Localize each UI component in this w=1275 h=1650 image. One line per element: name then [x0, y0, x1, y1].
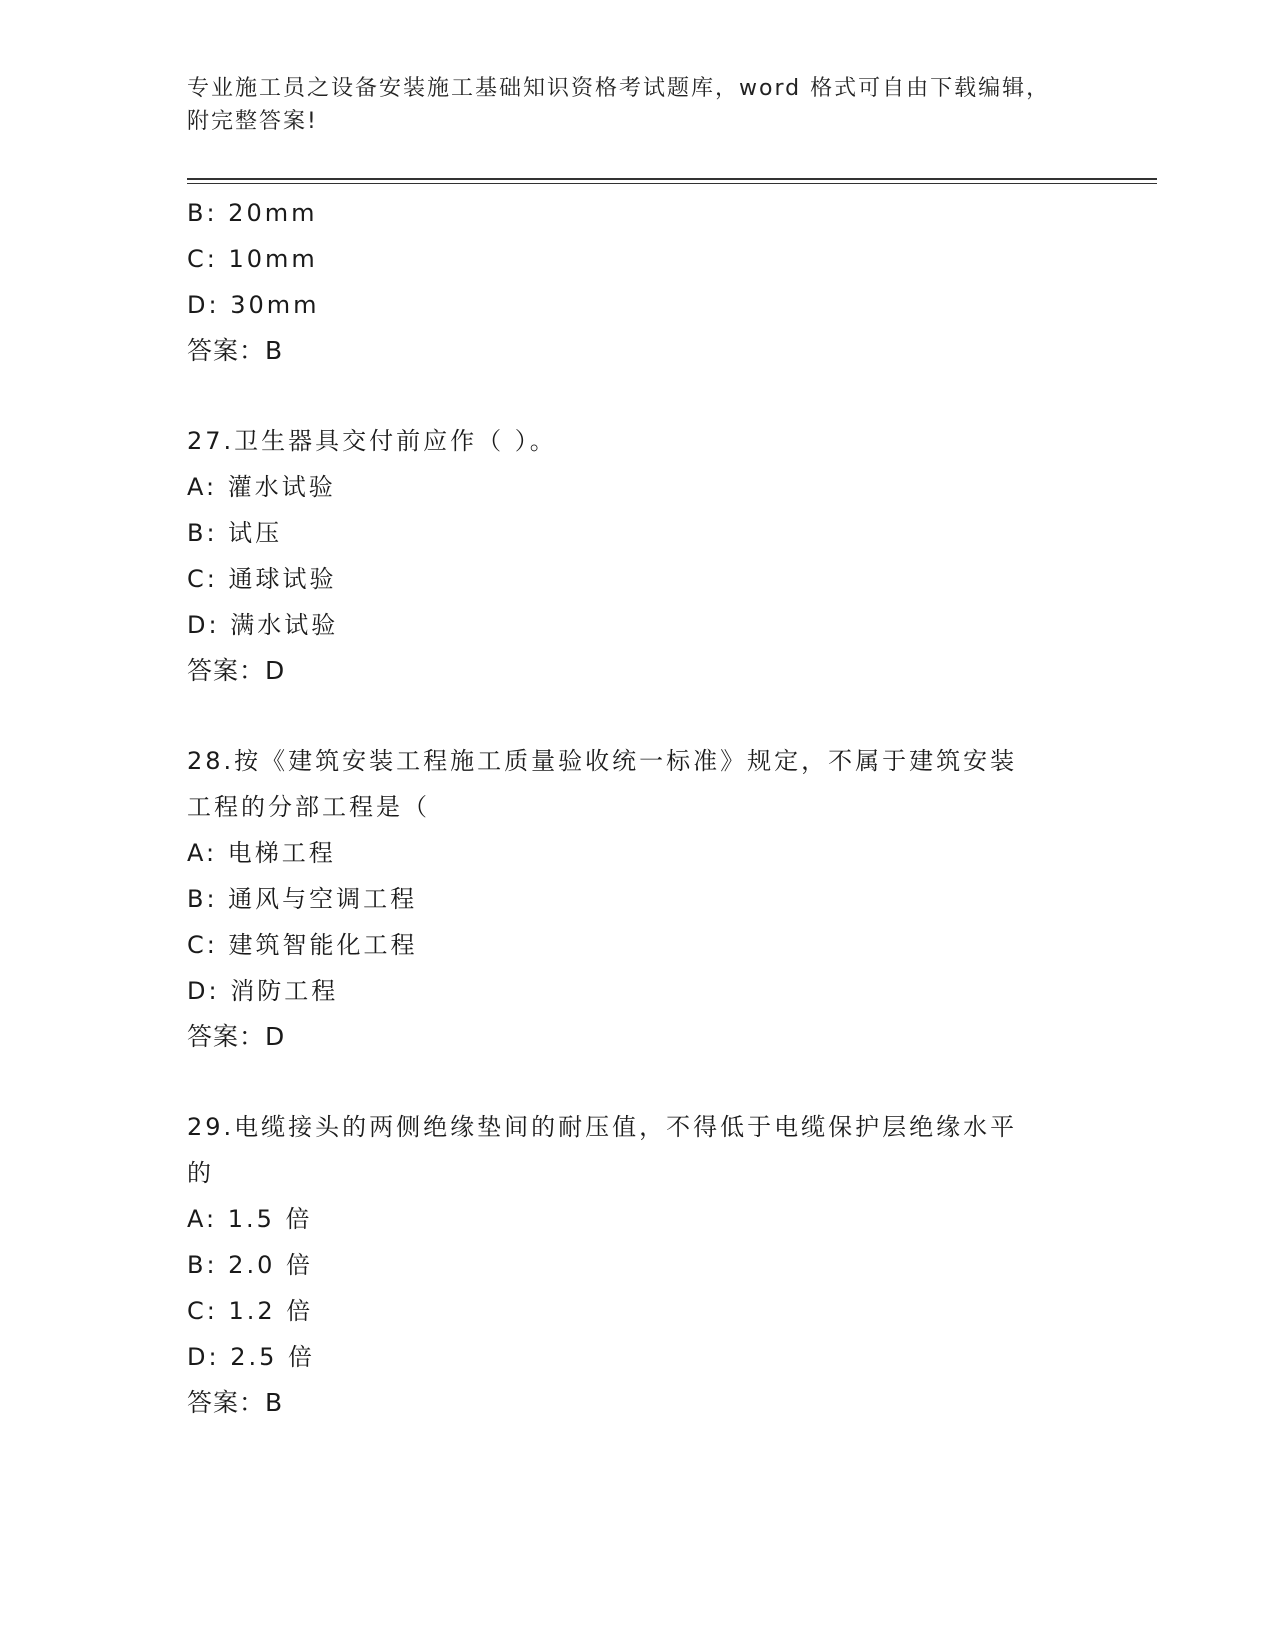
answer: 答案：B	[187, 336, 284, 365]
option-c: C: 1.2 倍	[187, 1297, 314, 1325]
header-divider-thin	[187, 183, 1157, 184]
question-26-continued	[187, 190, 1087, 374]
option-b: B: 20mm	[187, 199, 318, 227]
header-line-1: 专业施工员之设备安装施工基础知识资格考试题库，word 格式可自由下载编辑，	[187, 76, 1051, 101]
question-stem-line-1: 28.按《建筑安装工程施工质量验收统一标准》规定，不属于建筑安装	[187, 747, 1018, 775]
option-b: B: 试压	[187, 519, 283, 547]
answer: 答案：D	[187, 1022, 286, 1051]
question-27	[187, 418, 1087, 694]
option-c: C: 10mm	[187, 245, 318, 273]
option-d: D: 2.5 倍	[187, 1343, 315, 1371]
option-c: C: 通球试验	[187, 565, 337, 593]
spacer	[187, 1060, 1087, 1104]
option-a: A: 1.5 倍	[187, 1205, 313, 1233]
question-stem: 27.卫生器具交付前应作（ ）。	[187, 427, 557, 455]
option-c: C: 建筑智能化工程	[187, 931, 418, 959]
answer: 答案：D	[187, 656, 286, 685]
option-a: A: 灌水试验	[187, 473, 336, 501]
answer: 答案：B	[187, 1388, 284, 1417]
header-divider-thick	[187, 178, 1157, 180]
question-list	[187, 190, 1087, 1426]
header-line-2: 附完整答案!	[187, 109, 318, 134]
option-a: A: 电梯工程	[187, 839, 336, 867]
option-d: D: 消防工程	[187, 977, 339, 1005]
question-stem-line-1: 29.电缆接头的两侧绝缘垫间的耐压值，不得低于电缆保护层绝缘水平	[187, 1113, 1018, 1141]
option-d: D: 满水试验	[187, 611, 339, 639]
question-stem-line-2: 工程的分部工程是（	[187, 793, 430, 821]
option-b: B: 通风与空调工程	[187, 885, 418, 913]
question-28	[187, 738, 1087, 1060]
question-29	[187, 1104, 1087, 1426]
option-d: D: 30mm	[187, 291, 320, 319]
spacer	[187, 374, 1087, 418]
spacer	[187, 694, 1087, 738]
question-stem-line-2: 的	[187, 1159, 214, 1187]
option-b: B: 2.0 倍	[187, 1251, 313, 1279]
document-header	[187, 72, 1087, 138]
